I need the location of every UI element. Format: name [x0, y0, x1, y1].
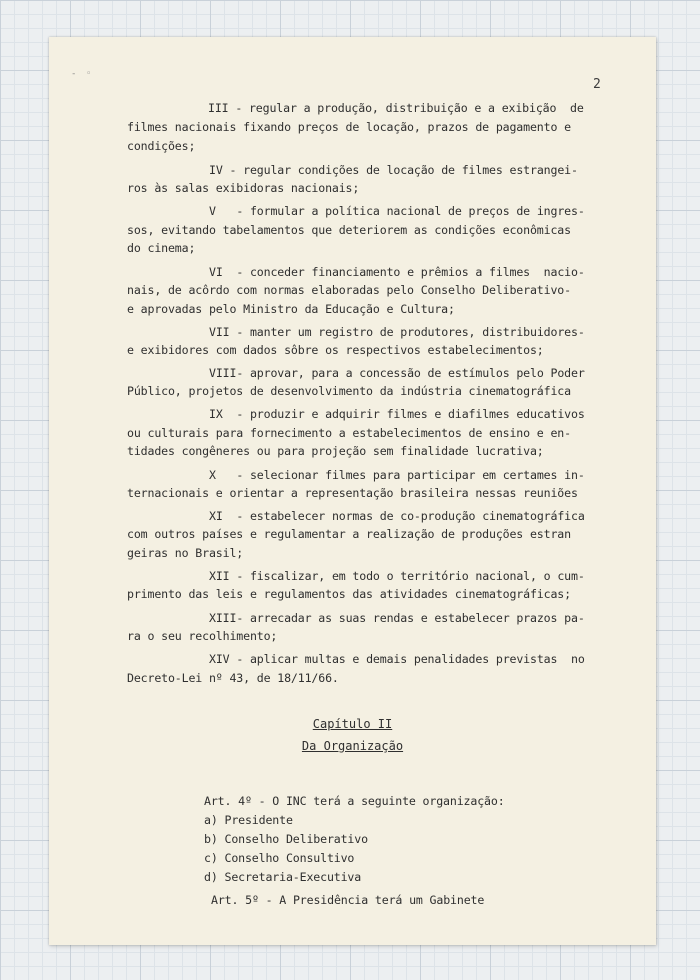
- text-line: ros às salas exibidoras nacionais;: [127, 181, 360, 195]
- text-line: geiras no Brasil;: [127, 546, 244, 560]
- text-line: IX - produzir e adquirir filmes e diafilmes educativos: [209, 407, 585, 421]
- text-line: V - formular a política nacional de preços de ingres-: [209, 204, 585, 218]
- text-line: com outros países e regulamentar a realização de produções estran: [127, 527, 571, 541]
- text-line: do cinema;: [127, 241, 196, 255]
- text-line: X - selecionar filmes para participar em certames in-: [209, 468, 585, 482]
- text-line: Público, projetos de desenvolvimento da indústria cinematográfica: [127, 384, 571, 398]
- text-line: XI - estabelecer normas de co-produção cinematográfica: [209, 509, 585, 523]
- text-line: condições;: [127, 139, 196, 153]
- punch-marks: - ◦: [71, 69, 94, 79]
- list-item: c) Conselho Consultivo: [204, 851, 355, 865]
- text-line: primento das leis e regulamentos das atividades cinematográficas;: [127, 587, 571, 601]
- text-line: XIV - aplicar multas e demais penalidades previstas no: [209, 652, 585, 666]
- text-line: VIII- aprovar, para a concessão de estímulos pelo Poder: [209, 366, 585, 380]
- text-line: ou culturais para fornecimento a estabelecimentos de ensino e en-: [127, 426, 571, 440]
- chapter-subtitle: Da Organização: [301, 739, 404, 753]
- text-line: Decreto-Lei nº 43, de 18/11/66.: [127, 671, 339, 685]
- text-line: III - regular a produção, distribuição e a exibição de: [208, 101, 584, 115]
- document-page: [49, 37, 656, 945]
- text-line: IV - regular condições de locação de filmes estrangei-: [209, 163, 578, 177]
- text-line: ra o seu recolhimento;: [127, 629, 278, 643]
- text-line: nais, de acôrdo com normas elaboradas pelo Conselho Deliberativo-: [127, 283, 571, 297]
- text-line: filmes nacionais fixando preços de locação, prazos de pagamento e: [127, 120, 571, 134]
- list-item: d) Secretaria-Executiva: [204, 870, 362, 884]
- text-line: VI - conceder financiamento e prêmios a filmes nacio-: [209, 265, 585, 279]
- text-line: XII - fiscalizar, em todo o território nacional, o cum-: [209, 569, 585, 583]
- list-item: b) Conselho Deliberativo: [204, 832, 368, 846]
- list-item: a) Presidente: [204, 813, 293, 827]
- text-line: ternacionais e orientar a representação brasileira nessas reuniões: [127, 486, 578, 500]
- text-line: XIII- arrecadar as suas rendas e estabelecer prazos pa-: [209, 611, 585, 625]
- text-line: sos, evitando tabelamentos que deteriorem as condições econômicas: [127, 223, 571, 237]
- text-line: VII - manter um registro de produtores, distribuidores-: [209, 325, 585, 339]
- text-line: e exibidores com dados sôbre os respectivos estabelecimentos;: [127, 343, 544, 357]
- article-line: Art. 5º - A Presidência terá um Gabinete: [211, 893, 485, 907]
- article-line: Art. 4º - O INC terá a seguinte organização:: [204, 794, 505, 808]
- text-line: tidades congêneres ou para projeção sem finalidade lucrativa;: [127, 444, 544, 458]
- text-line: e aprovadas pelo Ministro da Educação e Cultura;: [127, 302, 455, 316]
- chapter-title: Capítulo II: [312, 717, 393, 731]
- page-number: 2: [593, 77, 601, 92]
